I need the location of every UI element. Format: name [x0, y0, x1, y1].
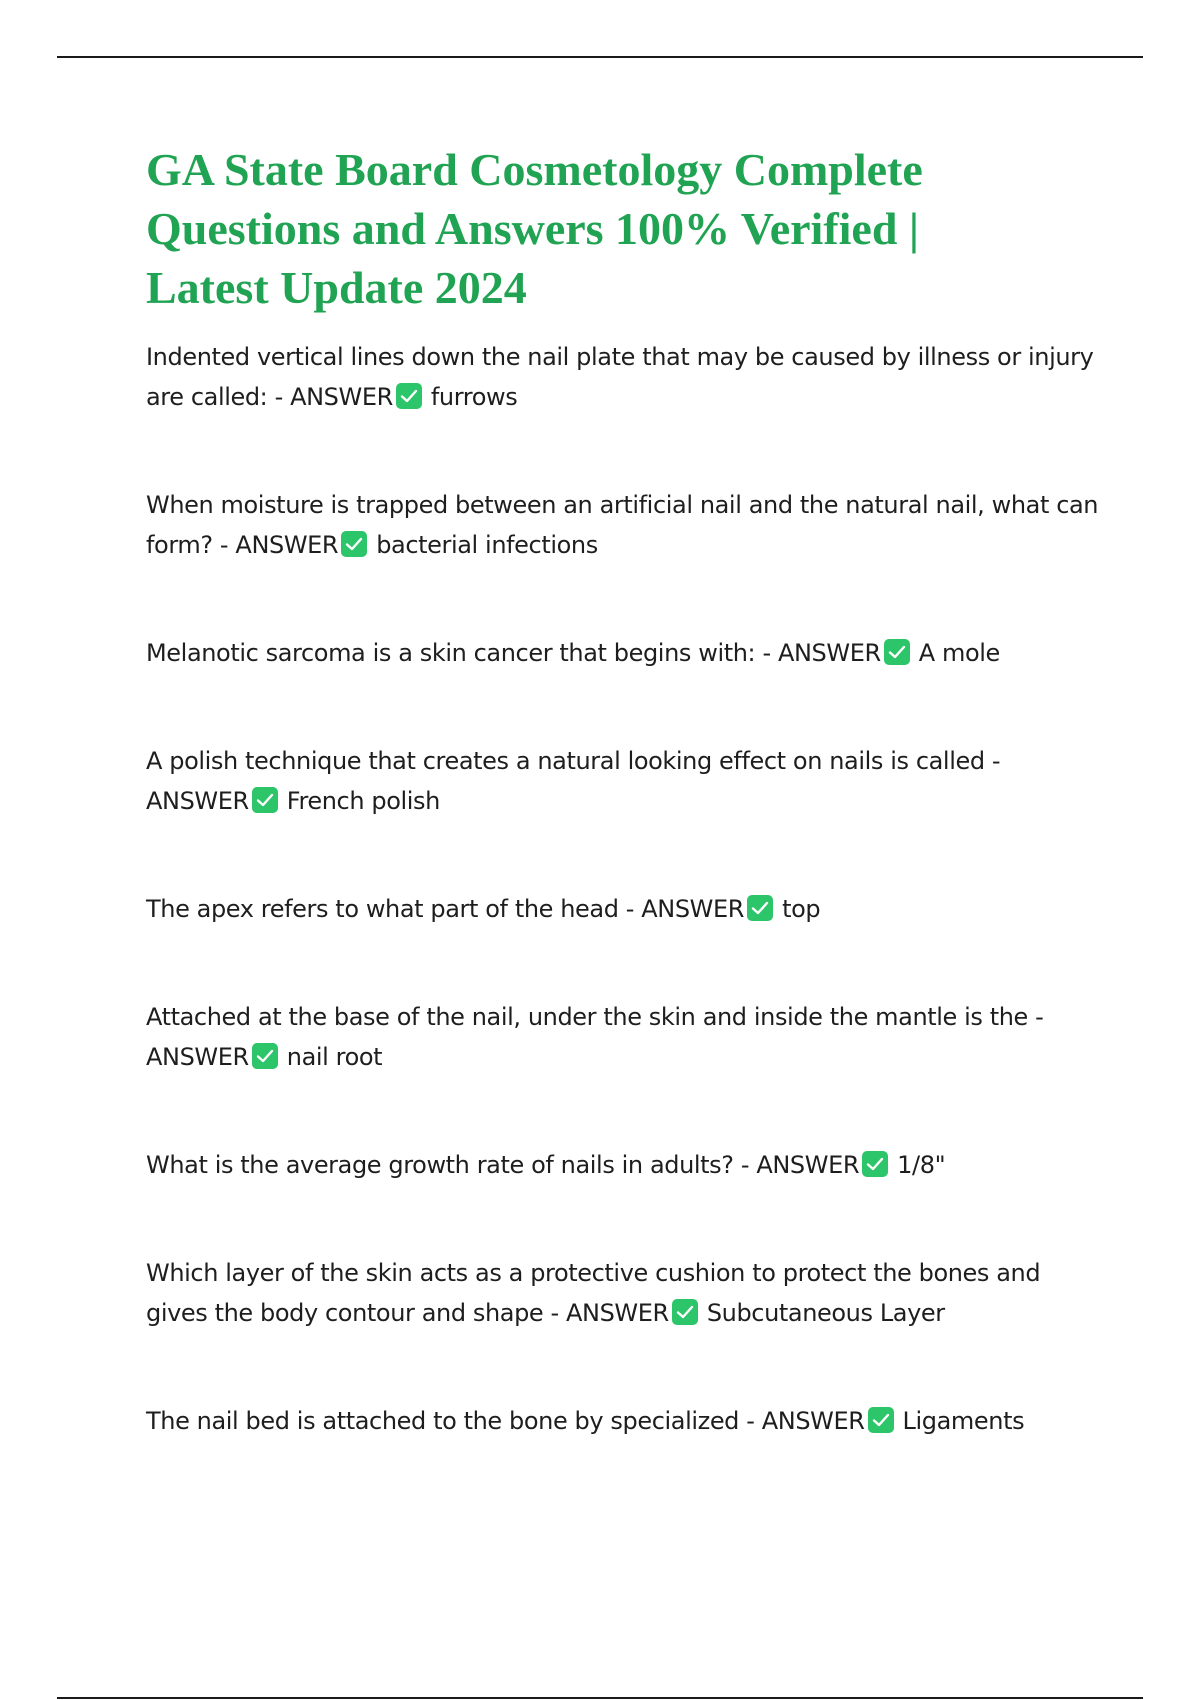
answer-text: nail root — [286, 1043, 383, 1071]
check-mark-icon — [672, 1299, 698, 1325]
answer-label: ANSWER — [756, 1151, 860, 1179]
check-mark-icon — [341, 531, 367, 557]
top-rule — [57, 56, 1143, 58]
question-text: What is the average growth rate of nails in adults? - — [146, 1151, 757, 1179]
qa-item — [146, 485, 1106, 565]
qa-item — [146, 633, 1106, 673]
check-mark-icon — [868, 1407, 894, 1433]
qa-item — [146, 1401, 1106, 1441]
bottom-rule — [57, 1697, 1143, 1699]
check-mark-icon — [252, 787, 278, 813]
qa-item — [146, 889, 1106, 929]
question-text: The nail bed is attached to the bone by specialized - — [146, 1407, 762, 1435]
question-text: Attached at the base of the nail, under the skin and inside the mantle is the - — [146, 1003, 1044, 1031]
answer-label: ANSWER — [235, 531, 339, 559]
answer-label: ANSWER — [146, 1043, 249, 1071]
answer-text: furrows — [430, 383, 518, 411]
qa-list — [146, 337, 1106, 1441]
check-mark-icon — [884, 639, 910, 665]
answer-text: Ligaments — [902, 1407, 1025, 1435]
question-text: When moisture is trapped between an artificial nail and the natural nail, what can form? - — [146, 491, 1099, 559]
check-mark-icon — [747, 895, 773, 921]
qa-item — [146, 1145, 1106, 1185]
answer-label: ANSWER — [641, 895, 745, 923]
check-mark-icon — [862, 1151, 888, 1177]
answer-label: ANSWER — [290, 383, 393, 411]
answer-text: bacterial infections — [376, 531, 598, 559]
check-mark-icon — [252, 1043, 278, 1069]
answer-text: A mole — [918, 639, 1000, 667]
answer-label: ANSWER — [146, 787, 249, 815]
question-text: The apex refers to what part of the head - — [146, 895, 642, 923]
answer-text: French polish — [286, 787, 440, 815]
qa-item — [146, 997, 1106, 1077]
answer-label: ANSWER — [566, 1299, 669, 1327]
answer-label: ANSWER — [761, 1407, 865, 1435]
answer-text: top — [782, 895, 821, 923]
qa-item — [146, 1253, 1106, 1333]
answer-text: Subcutaneous Layer — [706, 1299, 945, 1327]
check-mark-icon — [396, 383, 422, 409]
question-text: A polish technique that creates a natural looking effect on nails is called - — [146, 747, 1001, 775]
qa-item — [146, 741, 1106, 821]
qa-item — [146, 337, 1106, 417]
answer-text: 1/8" — [897, 1151, 946, 1179]
question-text: Melanotic sarcoma is a skin cancer that begins with: - — [146, 639, 778, 667]
document-title: GA State Board Cosmetology Complete Questions and Answers 100% Verified | Latest Update 2024 — [146, 144, 923, 313]
question-text: Indented vertical lines down the nail plate that may be caused by illness or injury are called: - — [146, 343, 1094, 411]
answer-label: ANSWER — [777, 639, 881, 667]
question-text: Which layer of the skin acts as a protective cushion to protect the bones and gives the body contour and shape - — [146, 1259, 1041, 1327]
document-body — [146, 140, 1106, 1509]
